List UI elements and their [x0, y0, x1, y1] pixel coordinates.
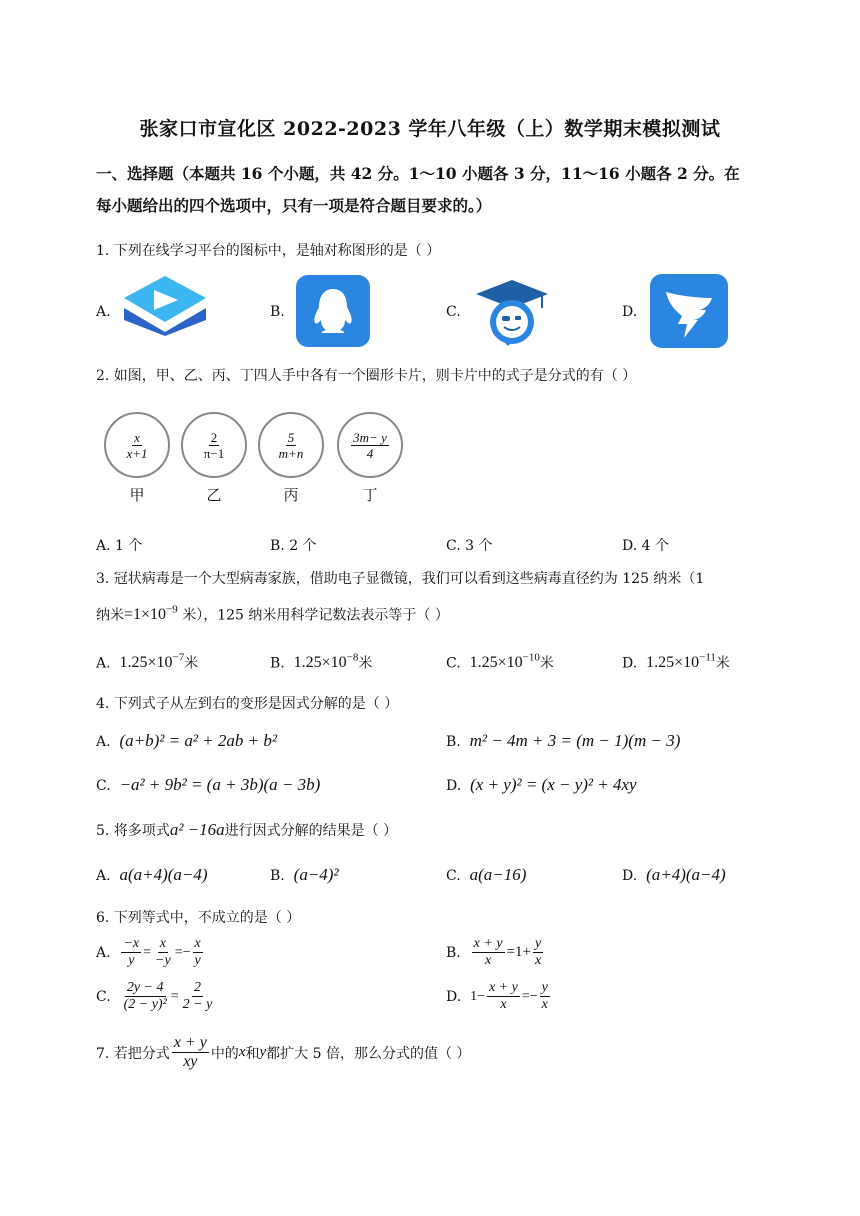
q3-option-a: A. $1.25\times 10^{-7}$米 [96, 652, 199, 672]
card-label-jia: 甲 [129, 486, 145, 504]
q5-option-d: D. (a+4)(a−4) [622, 865, 726, 884]
q1-label-b: B. [270, 304, 285, 320]
q6-option-b: B. $\frac{x + y}{x}$ =1+ $\frac{y}{x}$ [446, 936, 542, 968]
question-3-stem-line2: 纳米$=1\times 10^{-9}$ 米），125 纳米用科学记数法表示等于（ ） [96, 604, 449, 624]
card-ding: $\frac{3m- y}{4}$ [337, 412, 403, 478]
card-bing: $\frac{5}{m+n}$ [258, 412, 324, 478]
question-5-stem: 5. 将多项式a² −16a进行因式分解的结果是（ ） [96, 820, 398, 839]
q3-option-b: B. $1.25\times 10^{-8}$米 [270, 652, 373, 672]
card-label-ding: 丁 [362, 486, 378, 504]
section-header-line1: 一、选择题（本题共 16 个小题，共 42 分。1～10 小题各 3 分，11～16 小题各 2 分。在 [96, 164, 740, 183]
q5-option-c: C. a(a−16) [446, 865, 527, 884]
graduation-cap-robot-icon [472, 274, 552, 352]
q2-option-b: B. 2 个 [270, 538, 317, 554]
question-6-stem: 6. 下列等式中，不成立的是（ ） [96, 910, 301, 926]
question-4-stem: 4. 下列式子从左到右的变形是因式分解的是（ ） [96, 696, 399, 712]
q6-option-a: A. $\frac{-x}{y}$ = $\frac{x}{-y}$ =− $\frac{x}{y}$ [96, 936, 201, 968]
q1-label-a: A. [96, 304, 111, 320]
question-2-stem: 2. 如图，甲、乙、丙、丁四人手中各有一个圈形卡片，则卡片中的式子是分式的有（ ） [96, 368, 637, 384]
page-title: 张家口市宣化区 2022-2023 学年八年级（上）数学期末模拟测试 [139, 118, 721, 140]
question-3-stem-line1: 3. 冠状病毒是一个大型病毒家族，借助电子显微镜，我们可以看到这些病毒直径约为 125 纳米（1 [96, 571, 705, 587]
q5-option-a: A. a(a+4)(a−4) [96, 865, 208, 884]
q1-label-d: D. [622, 304, 638, 320]
question-7-stem: 7. 若把分式 $\frac{x + y}{xy}$ 中的 x 和 y 都扩大 5 倍，那么分式的值（ ） [96, 1034, 471, 1070]
q6-option-d: D. 1− $\frac{x + y}{x}$ =− $\frac{y}{x}$ [446, 980, 548, 1012]
card-label-yi: 乙 [206, 486, 222, 504]
q4-option-a: A. (a+b)² = a² + 2ab + b² [96, 731, 277, 750]
q1-label-c: C. [446, 304, 461, 320]
section-header-line2: 每小题给出的四个选项中，只有一项是符合题目要求的。） [96, 196, 492, 215]
card-yi: $\frac{2}{\pi-1}$ [181, 412, 247, 478]
q5-option-b: B. (a−4)² [270, 865, 339, 884]
q4-option-d: D. (x + y)² = (x − y)² + 4xy [446, 775, 637, 794]
q4-option-c: C. −a² + 9b² = (a + 3b)(a − 3b) [96, 775, 321, 794]
section-header [96, 158, 776, 222]
q6-option-c: C. $\frac{2y - 4}{\text{(2 − y)²}}$ = $\frac{2}{2 - y}$ [96, 980, 213, 1012]
card-jia: $\frac{x}{x+1}$ [104, 412, 170, 478]
q2-option-c: C. 3 个 [446, 538, 493, 554]
question-1-stem: 1. 下列在线学习平台的图标中，是轴对称图形的是（ ） [96, 243, 441, 259]
video-play-icon [122, 276, 208, 340]
card-label-bing: 丙 [283, 486, 299, 504]
q2-option-d: D. 4 个 [622, 538, 669, 554]
q2-option-a: A. 1 个 [96, 538, 143, 554]
qq-penguin-icon [296, 275, 370, 351]
q3-option-d: D. $1.25\times 10^{-11}$米 [622, 652, 730, 672]
dingtalk-wing-icon [650, 274, 728, 352]
q4-option-b: B. m² − 4m + 3 = (m − 1)(m − 3) [446, 731, 681, 750]
q3-option-c: C. $1.25\times 10^{-10}$米 [446, 652, 554, 672]
